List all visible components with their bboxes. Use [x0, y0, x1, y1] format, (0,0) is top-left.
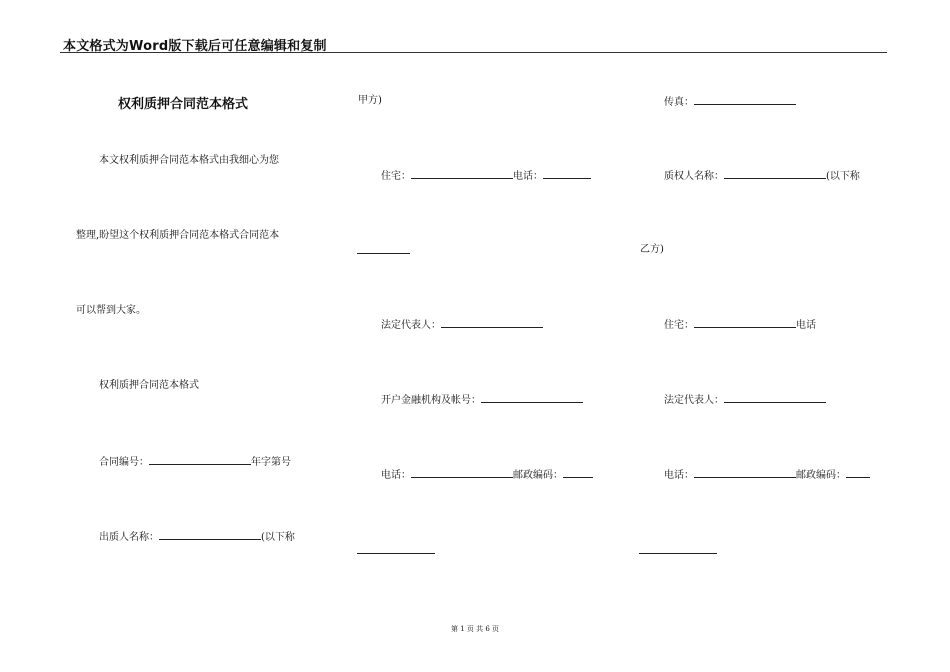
party-b-residence-row [664, 318, 816, 332]
pledgor-label: 出质人名称： [99, 532, 159, 543]
party-b-phone-row [664, 468, 870, 482]
pledgor-row [99, 530, 295, 544]
intro-line-1: 本文权利质押合同范本格式由我细心为您 [99, 155, 279, 166]
phone-label: 电话： [513, 171, 543, 182]
party-b-text: 乙方) [640, 244, 664, 255]
party-a-text: 甲方) [358, 95, 382, 106]
legal-rep-field[interactable] [441, 318, 543, 328]
postcode-label: 邮政编码： [513, 470, 563, 481]
pledgee-row [664, 169, 860, 183]
intro-line-3: 可以帮到大家。 [76, 305, 146, 316]
party-b-residence-field[interactable] [694, 318, 796, 328]
page-number: 第 1 页 共 6 页 [450, 625, 500, 633]
party-b-phone-label: 电话： [664, 470, 694, 481]
contract-number-suffix: 年字第号 [251, 457, 291, 468]
party-a-legal-rep-row [381, 318, 543, 332]
pledgor-suffix: (以下称 [261, 532, 295, 543]
party-b-postcode-field[interactable] [846, 468, 870, 478]
party-b-legal-rep-field[interactable] [724, 393, 826, 403]
postcode-field-continuation[interactable] [357, 553, 435, 554]
pledgee-label: 质权人名称： [664, 171, 724, 182]
section-subtitle: 权利质押合同范本格式 [99, 380, 199, 391]
contract-number-field[interactable] [149, 455, 251, 465]
pledgee-name-field[interactable] [724, 169, 826, 179]
contract-number-row [99, 455, 291, 469]
header-divider [60, 52, 887, 53]
residence-label: 住宅： [381, 171, 411, 182]
party-a-fax-row [664, 95, 796, 109]
phone-field-continuation[interactable] [357, 253, 410, 254]
party-b-legal-rep-label: 法定代表人： [664, 395, 724, 406]
party-b-legal-rep-row [664, 393, 826, 407]
party-b-postcode-label: 邮政编码： [796, 470, 846, 481]
document-title: 权利质押合同范本格式 [118, 97, 249, 112]
bank-account-label: 开户金融机构及帐号： [381, 395, 481, 406]
party-a-phone-row [381, 468, 593, 482]
phone2-label: 电话： [381, 470, 411, 481]
fax-field[interactable] [694, 95, 796, 105]
postcode-field[interactable] [563, 468, 593, 478]
pledgor-name-field[interactable] [159, 530, 261, 540]
fax-label: 传真： [664, 97, 694, 108]
party-b-postcode-continuation[interactable] [639, 553, 717, 554]
party-a-bank-row [381, 393, 583, 407]
party-b-phone-field[interactable] [694, 468, 796, 478]
phone-field[interactable] [543, 169, 591, 179]
document-header: 本文格式为Word版下载后可任意编辑和复制 [63, 39, 327, 54]
intro-line-2: 整理,盼望这个权利质押合同范本格式合同范本 [76, 230, 280, 241]
residence-field[interactable] [411, 169, 513, 179]
bank-account-field[interactable] [481, 393, 583, 403]
party-a-residence-row [381, 169, 591, 183]
party-b-residence-label: 住宅： [664, 320, 694, 331]
contract-number-label: 合同编号： [99, 457, 149, 468]
pledgee-suffix: (以下称 [826, 171, 860, 182]
party-b-residence-suffix: 电话 [796, 320, 816, 331]
phone2-field[interactable] [411, 468, 513, 478]
legal-rep-label: 法定代表人： [381, 320, 441, 331]
